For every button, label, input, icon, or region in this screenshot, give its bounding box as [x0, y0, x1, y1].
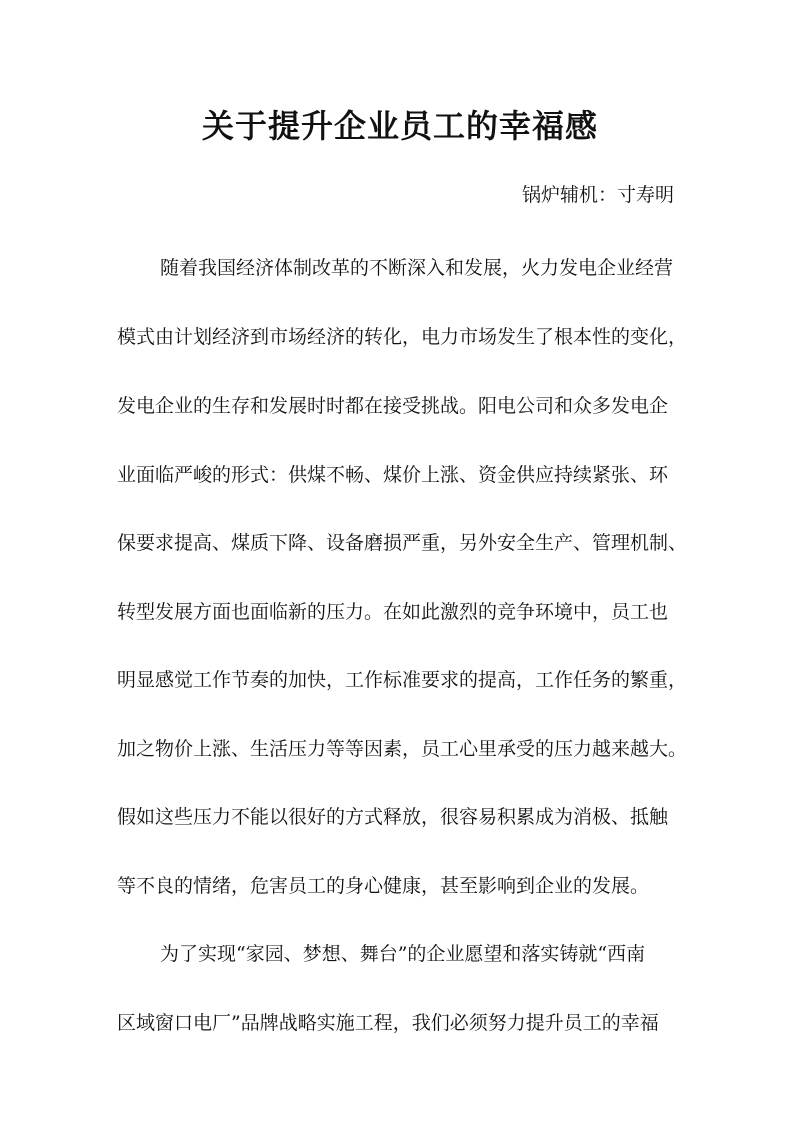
paragraph-line: 发电企业的生存和发展时时都在接受挑战。阳电公司和众多发电企: [117, 395, 669, 417]
paragraph-line: 加之物价上涨、生活压力等等因素，员工心里承受的压力越来越大。: [117, 738, 688, 760]
paragraph-line: 业面临严峻的形式：供煤不畅、煤价上涨、资金供应持续紧张、环: [117, 464, 669, 486]
paragraph-line: 模式由计划经济到市场经济的转化，电力市场发生了根本性的变化，: [117, 326, 688, 348]
paragraph-line: 假如这些压力不能以很好的方式释放，很容易积累成为消极、抵触: [117, 806, 669, 828]
document-title: 关于提升企业员工的幸福感: [201, 107, 598, 145]
paragraph-line: 等不良的情绪，危害员工的身心健康，甚至影响到企业的发展。: [117, 875, 650, 897]
paragraph-line: 区域窗口电厂”品牌战略实施工程，我们必须努力提升员工的幸福: [117, 1012, 659, 1034]
paragraph-line: 转型发展方面也面临新的压力。在如此激烈的竞争环境中，员工也: [117, 601, 669, 623]
paragraph-line: 为了实现“家园、梦想、舞台”的企业愿望和落实铸就“西南: [160, 943, 646, 965]
paragraph-line: 保要求提高、煤质下降、设备磨损严重，另外安全生产、管理机制、: [117, 532, 688, 554]
paragraph-line: 随着我国经济体制改革的不断深入和发展，火力发电企业经营: [160, 257, 674, 279]
paragraph-line: 明显感觉工作节奏的加快，工作标准要求的提高，工作任务的繁重，: [117, 669, 688, 691]
author-line: 锅炉辅机：寸寿明: [521, 184, 674, 206]
